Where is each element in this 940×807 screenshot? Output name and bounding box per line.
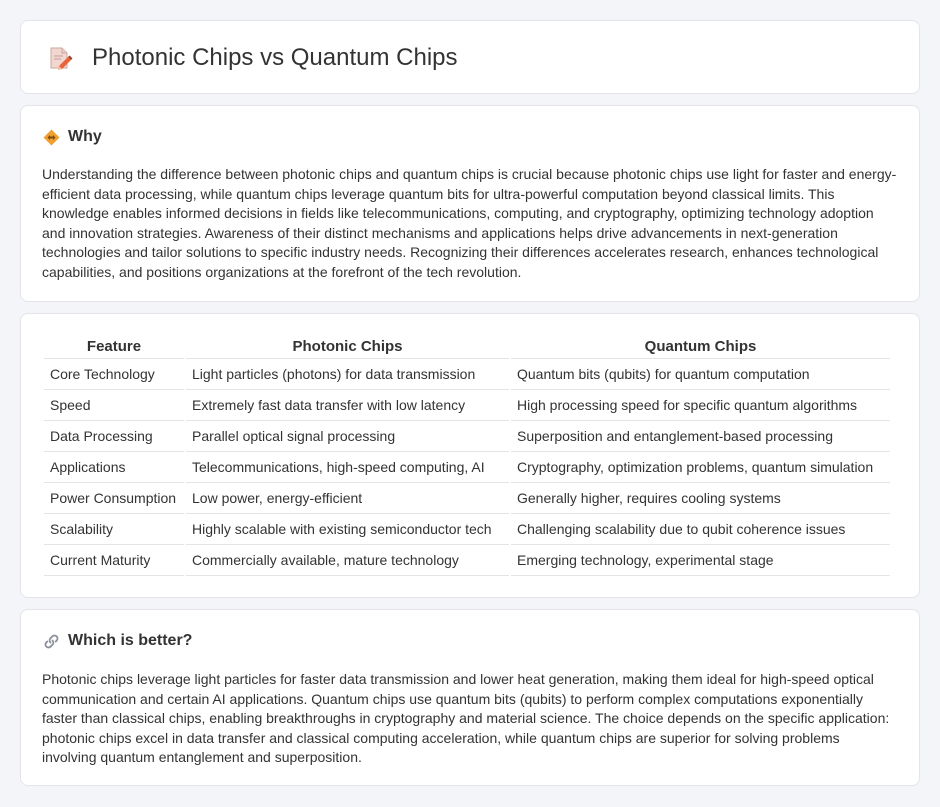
which-heading-row — [43, 630, 192, 652]
table-cell: Core Technology — [44, 359, 184, 390]
comparison-section — [20, 313, 920, 598]
why-paragraph: Understanding the difference between photonic chips and quantum chips is crucial because photonic chips use light for faster and energy-efficient data processing, while quantum chips leverage quantum bits for ultra-powerful computation beyond classical limits. This knowledge enables informed decisions in fields like telecommunications, computing, and cryptography, optimizing technology adoption and innovation strategies. Awareness of their distinct mechanisms and applications helps drive advancements in next-generation technologies and tailor solutions to specific industry needs. Recognizing their differences accelerates research, enhances technological capabilities, and positions organizations at the forefront of the tech revolution. — [42, 166, 897, 280]
diamond-arrows-icon — [43, 129, 60, 146]
table-row — [44, 514, 890, 545]
document-pencil-icon — [47, 45, 73, 71]
page-title: Photonic Chips vs Quantum Chips — [92, 44, 458, 71]
which-section — [20, 609, 920, 786]
table-cell: Data Processing — [44, 421, 184, 452]
table-row — [44, 390, 890, 421]
table-row — [44, 452, 890, 483]
table-row — [44, 545, 890, 576]
header-feature: Feature — [44, 336, 184, 359]
title-card — [20, 20, 920, 94]
table-cell: Scalability — [44, 514, 184, 545]
table-cell: Emerging technology, experimental stage — [511, 545, 890, 576]
table-cell: Highly scalable with existing semiconductor tech — [186, 514, 509, 545]
table-cell: Telecommunications, high-speed computing, AI — [186, 452, 509, 483]
which-paragraph: Photonic chips leverage light particles for faster data transmission and lower heat generation, making them ideal for high-speed optical communication and certain AI applications. Quantum chips use quantum bits (qubits) to perform complex computations exponentially faster than classical chips, enabling breakthroughs in cryptography and material science. The choice depends on the specific application: photonic chips excel in data transfer and classical computing acceleration, while quantum chips are superior for solving problems involving quantum entanglement and superposition. — [42, 671, 890, 765]
table-cell: Quantum bits (qubits) for quantum computation — [511, 359, 890, 390]
table-cell: Generally higher, requires cooling systems — [511, 483, 890, 514]
table-cell: Light particles (photons) for data transmission — [186, 359, 509, 390]
which-heading: Which is better? — [68, 632, 193, 649]
table-cell: Current Maturity — [44, 545, 184, 576]
table-cell: Parallel optical signal processing — [186, 421, 509, 452]
header-quantum: Quantum Chips — [511, 336, 890, 359]
table-cell: High processing speed for specific quantum algorithms — [511, 390, 890, 421]
table-cell: Commercially available, mature technology — [186, 545, 509, 576]
table-row — [44, 483, 890, 514]
table-cell: Challenging scalability due to qubit coherence issues — [511, 514, 890, 545]
table-row — [44, 421, 890, 452]
table-cell: Applications — [44, 452, 184, 483]
link-icon — [43, 633, 60, 650]
table-cell: Cryptography, optimization problems, quantum simulation — [511, 452, 890, 483]
table-header-row — [44, 336, 890, 359]
table-row — [44, 359, 890, 390]
comparison-table — [42, 336, 892, 576]
table-cell: Speed — [44, 390, 184, 421]
table-cell: Low power, energy-efficient — [186, 483, 509, 514]
table-cell: Power Consumption — [44, 483, 184, 514]
table-cell: Superposition and entanglement-based processing — [511, 421, 890, 452]
table-cell: Extremely fast data transfer with low latency — [186, 390, 509, 421]
header-photonic: Photonic Chips — [186, 336, 509, 359]
why-heading-row — [43, 126, 102, 148]
why-heading: Why — [68, 128, 102, 145]
why-section — [20, 105, 920, 302]
